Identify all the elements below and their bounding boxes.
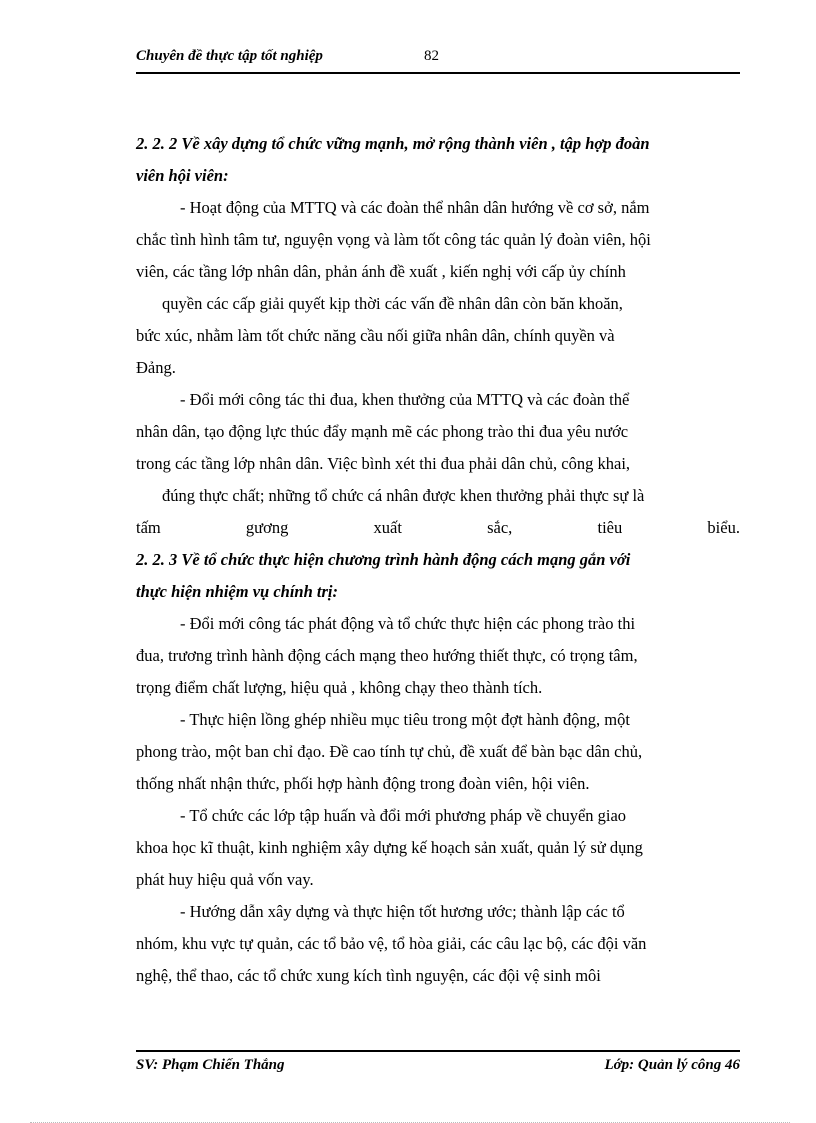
paragraph-line: quyền các cấp giải quyết kịp thời các vấn đề nhân dân còn băn khoăn, [162, 294, 623, 313]
paragraph-line: - Đổi mới công tác phát động và tổ chức thực hiện các phong trào thi [180, 614, 636, 633]
word: tiêu [597, 518, 623, 537]
section-heading: 2. 2. 3 Về tổ chức thực hiện chương trình hành động cách mạng gắn với [136, 550, 631, 569]
paragraph-line: nhóm, khu vực tự quản, các tổ bảo vệ, tổ hòa giải, các câu lạc bộ, các đội văn [136, 934, 647, 953]
page-number: 82 [424, 48, 439, 64]
paragraph-line: - Tổ chức các lớp tập huấn và đổi mới phương pháp về chuyển giao [180, 806, 627, 825]
footer-class: Lớp: Quản lý công 46 [604, 1057, 740, 1073]
paragraph-line: khoa học kĩ thuật, kinh nghiệm xây dựng kế hoạch sản xuất, quản lý sử dụng [136, 838, 643, 857]
paragraph-line: phát huy hiệu quả vốn vay. [136, 870, 314, 889]
word: gương [245, 518, 289, 537]
paragraph-line: - Thực hiện lồng ghép nhiều mục tiêu trong một đợt hành động, một [180, 710, 630, 729]
paragraph-line: đúng thực chất; những tổ chức cá nhân được khen thưởng phải thực sự là [162, 486, 645, 505]
header-title: Chuyên đề thực tập tốt nghiệp [136, 48, 323, 64]
paragraph-line: nhân dân, tạo động lực thúc đẩy mạnh mẽ các phong trào thi đua yêu nước [136, 422, 629, 441]
paragraph-line: thống nhất nhận thức, phối hợp hành động trong đoàn viên, hội viên. [136, 774, 590, 793]
paragraph-line: Đảng. [136, 358, 176, 377]
section-heading: 2. 2. 2 Về xây dựng tổ chức vững mạnh, mở rộng thành viên , tập hợp đoàn [136, 134, 650, 153]
paragraph-line: - Hoạt động của MTTQ và các đoàn thể nhân dân hướng về cơ sở, nắm [180, 198, 650, 217]
document-body [136, 128, 740, 992]
paragraph-line: viên, các tầng lớp nhân dân, phản ánh đề xuất , kiến nghị với cấp ủy chính [136, 262, 626, 281]
section-heading-cont: thực hiện nhiệm vụ chính trị: [136, 582, 338, 601]
word: biểu. [707, 518, 740, 537]
word: sắc, [487, 518, 513, 537]
paragraph-line: phong trào, một ban chỉ đạo. Đề cao tính tự chủ, đề xuất để bàn bạc dân chủ, [136, 742, 643, 761]
paragraph-line: - Hướng dẫn xây dựng và thực hiện tốt hương ước; thành lập các tổ [180, 902, 625, 921]
paragraph-line: đua, trương trình hành động cách mạng theo hướng thiết thực, có trọng tâm, [136, 646, 638, 665]
paragraph-line: trong các tầng lớp nhân dân. Việc bình xét thi đua phải dân chủ, công khai, [136, 454, 631, 473]
paragraph-line: bức xúc, nhằm làm tốt chức năng cầu nối giữa nhân dân, chính quyền và [136, 326, 615, 345]
section-heading-cont: viên hội viên: [136, 166, 229, 185]
word: xuất [373, 518, 402, 537]
paragraph-line: chắc tình hình tâm tư, nguyện vọng và làm tốt công tác quản lý đoàn viên, hội [136, 230, 651, 249]
paragraph-line: nghệ, thể thao, các tổ chức xung kích tình nguyện, các đội vệ sinh môi [136, 966, 601, 985]
justified-line [136, 512, 740, 544]
page-footer [136, 1050, 740, 1073]
paragraph-line: trọng điểm chất lượng, hiệu quả , không chạy theo thành tích. [136, 678, 543, 697]
page-header [136, 48, 740, 74]
paragraph-line: - Đổi mới công tác thi đua, khen thưởng của MTTQ và các đoàn thể [180, 390, 630, 409]
word: tấm [136, 518, 161, 537]
footer-student: SV: Phạm Chiến Thắng [136, 1057, 285, 1073]
